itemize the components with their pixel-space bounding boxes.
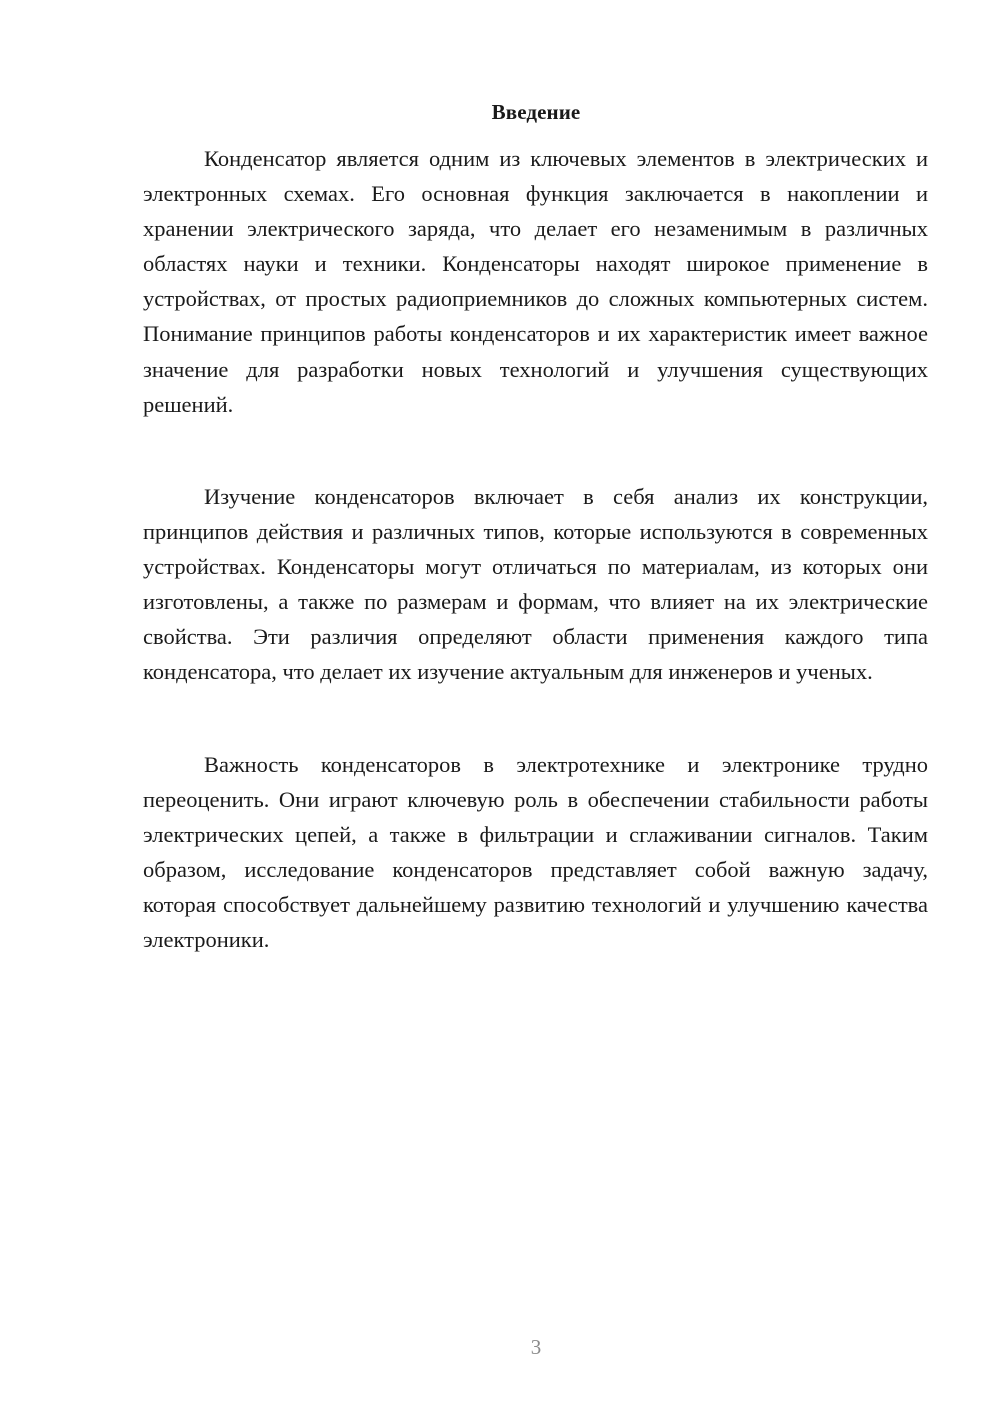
paragraph-1: Конденсатор является одним из ключевых элементов в электрических и электронных схемах. Его основная функция заключается в накоплении и хранении электрического заряда, что делает его незаменимым в различных областях науки и техники. Конденсаторы находят широкое применение в устройствах, от простых радиоприемников до сложных компьютерных систем. Понимание принципов работы конденсаторов и их характеристик имеет важное значение для разработки новых технологий и улучшения существующих решений. xyxy=(143,146,928,417)
paragraph-3: Важность конденсаторов в электротехнике и электронике трудно переоценить. Они играют ключевую роль в обеспечении стабильности работы электрических цепей, а также в фильтрации и сглаживании сигналов. Таким образом, исследование конденсаторов представляет собой важную задачу, которая способствует дальнейшему развитию технологий и улучшению качества электроники. xyxy=(143,752,928,953)
page-number: 3 xyxy=(530,1335,542,1359)
paragraph-2: Изучение конденсаторов включает в себя анализ их конструкции, принципов действия и различных типов, которые используются в современных устройствах. Конденсаторы могут отличаться по материалам, из которых они изготовлены, а также по размерам и формам, что влияет на их электрические свойства. Эти различия определяют области применения каждого типа конденсатора, что делает их изучение актуальным для инженеров и ученых. xyxy=(143,484,928,685)
section-heading: Введение xyxy=(491,100,581,124)
